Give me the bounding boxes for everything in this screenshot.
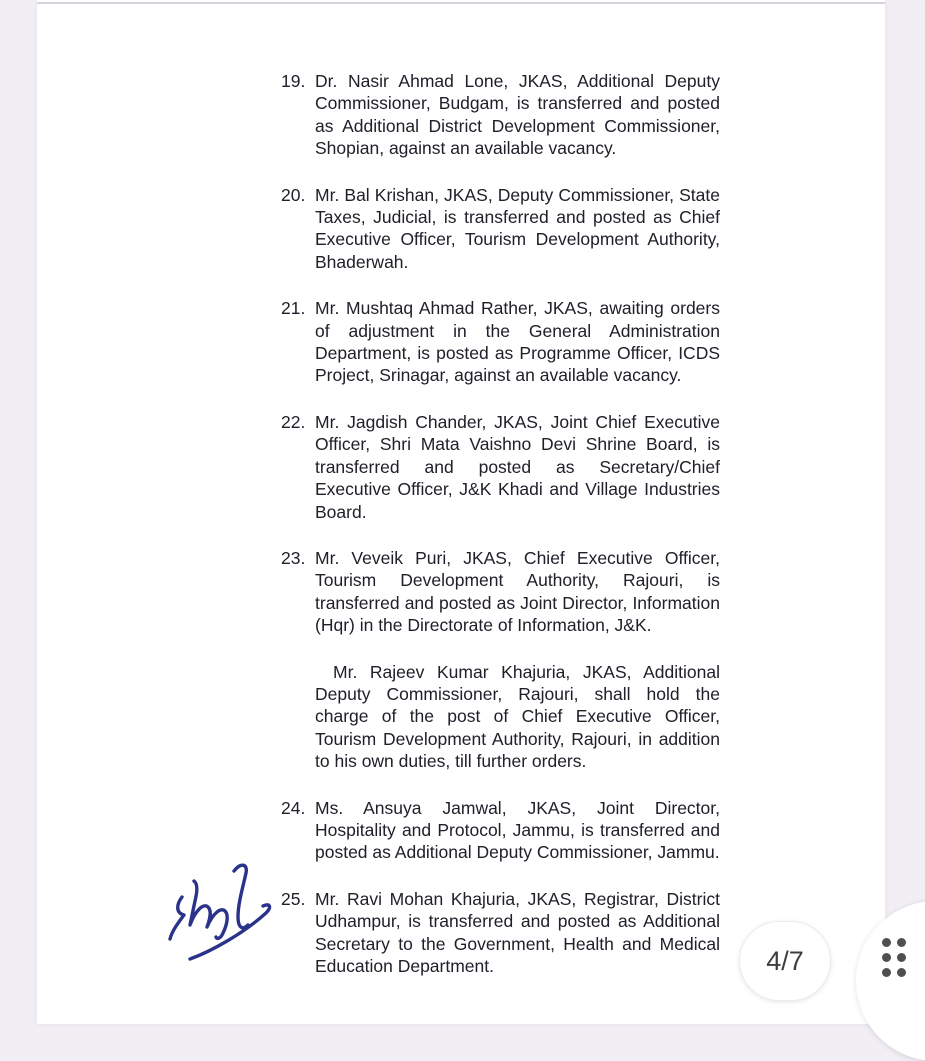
item-number: 22. bbox=[281, 411, 306, 432]
handwritten-signature bbox=[160, 851, 278, 969]
item-number: 24. bbox=[281, 797, 306, 818]
list-item bbox=[281, 184, 720, 274]
item-text: Mr. Rajeev Kumar Khajuria, JKAS, Additional Deputy Commissioner, Rajouri, shall hold the charge of the post of Chief Executive Officer, Tourism Development Authority, Rajouri, in addition to his own duties, till further orders. bbox=[315, 661, 720, 772]
grid-dot bbox=[897, 968, 906, 977]
grid-dot bbox=[882, 938, 891, 947]
signature-stroke bbox=[190, 905, 270, 959]
grid-dot bbox=[882, 953, 891, 962]
scan-edge-line bbox=[37, 2, 885, 4]
item-text: Mr. Bal Krishan, JKAS, Deputy Commissioner, State Taxes, Judicial, is transferred and posted as Chief Executive Officer, Tourism Development Authority, Bhaderwah. bbox=[315, 184, 720, 272]
item-number: 20. bbox=[281, 184, 306, 205]
grid-dot bbox=[882, 968, 891, 977]
transfer-list bbox=[281, 70, 720, 1001]
list-item bbox=[281, 888, 720, 978]
grid-dot bbox=[897, 953, 906, 962]
grid-dots-icon bbox=[882, 938, 906, 977]
item-number: 23. bbox=[281, 547, 306, 568]
list-item bbox=[281, 661, 720, 773]
item-text: Mr. Veveik Puri, JKAS, Chief Executive Officer, Tourism Development Authority, Rajouri, is transferred and posted as Joint Director, Information (Hqr) in the Directorate of Information, J&K. bbox=[315, 547, 720, 636]
list-item bbox=[281, 297, 720, 387]
item-text: Mr. Ravi Mohan Khajuria, JKAS, Registrar, District Udhampur, is transferred and posted as Additional Secretary to the Government, Health and Medical Education Department. bbox=[315, 888, 720, 976]
page-indicator-badge bbox=[739, 921, 831, 1001]
list-item bbox=[281, 797, 720, 864]
list-item bbox=[281, 547, 720, 637]
item-text: Mr. Jagdish Chander, JKAS, Joint Chief Executive Officer, Shri Mata Vaishno Devi Shrine Board, is transferred and posted as Secretary/Chief Executive Officer, J&K Khadi and Village Industries Board. bbox=[315, 411, 720, 522]
list-item bbox=[281, 70, 720, 160]
item-number: 21. bbox=[281, 298, 306, 319]
signature-stroke bbox=[234, 865, 248, 928]
signature-stroke bbox=[190, 881, 227, 938]
list-item bbox=[281, 411, 720, 523]
item-text: Ms. Ansuya Jamwal, JKAS, Joint Director, Hospitality and Protocol, Jammu, is transferred and posted as Additional Deputy Commissioner, Jammu. bbox=[315, 797, 720, 863]
item-number: 25. bbox=[281, 888, 306, 909]
page-indicator-text: 4/7 bbox=[766, 945, 804, 976]
signature-stroke bbox=[170, 897, 184, 939]
item-number bbox=[281, 661, 315, 773]
item-text: Dr. Nasir Ahmad Lone, JKAS, Additional Deputy Commissioner, Budgam, is transferred and posted as Additional District Development Commissioner, Shopian, against an available vacancy. bbox=[315, 71, 720, 159]
item-text: Mr. Mushtaq Ahmad Rather, JKAS, awaiting orders of adjustment in the General Administration Department, is posted as Programme Officer, ICDS Project, Srinagar, against an available vacancy. bbox=[315, 298, 720, 386]
grid-dot bbox=[897, 938, 906, 947]
item-number: 19. bbox=[281, 71, 306, 91]
